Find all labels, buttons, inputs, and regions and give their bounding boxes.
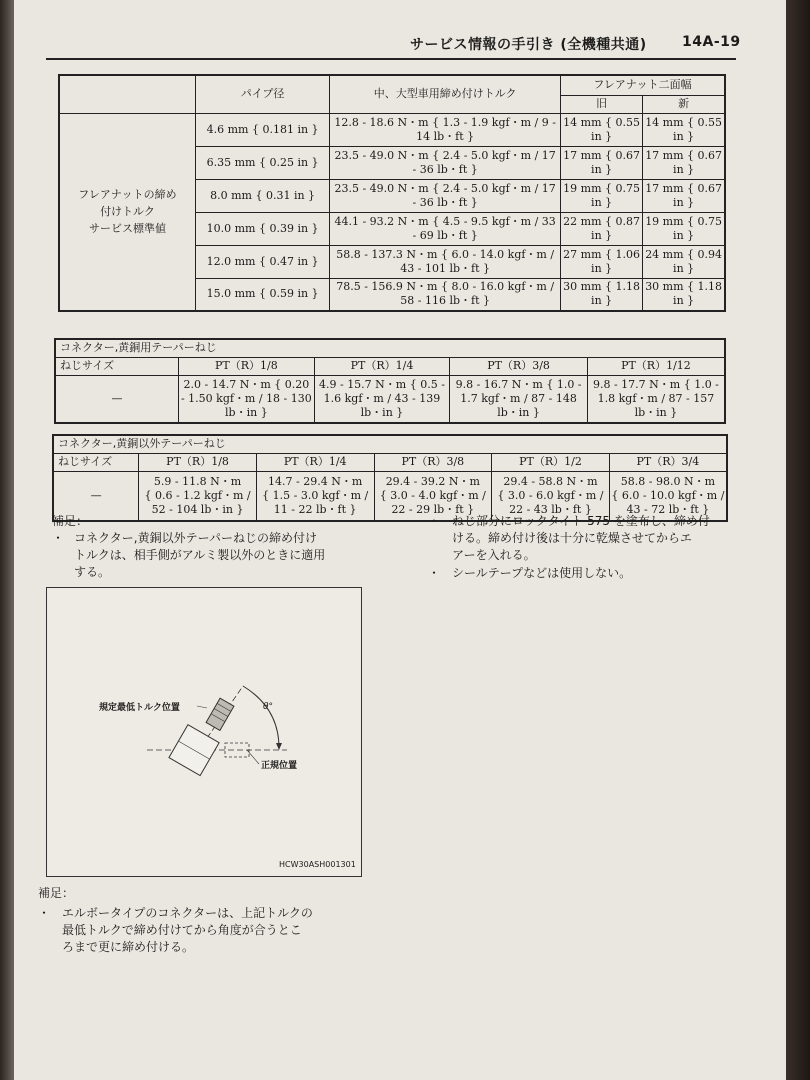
thread-size-label: ねじサイズ (53, 453, 139, 471)
table-caption: コネクター,黄銅以外テーパーねじ (53, 435, 727, 453)
bullet: ・ (38, 906, 51, 920)
cell-line: 22 - 43 lb・ft } (509, 502, 592, 516)
cell-line: lb・in } (634, 405, 678, 419)
figure-code: HCW30ASH001301 (279, 860, 356, 869)
note-line: シールテープなどは使用しない。 (452, 566, 632, 580)
pipe-cell: 6.35 mm { 0.25 in } (195, 146, 329, 179)
cell-line: 23.5 - 49.0 N・m { 2.4 - 5.0 kgf・m / 17 (334, 148, 556, 162)
row-label-line: フレアナットの締め (78, 188, 177, 202)
left-page-edge (0, 0, 14, 1080)
note-line: アーを入れる。 (452, 548, 536, 562)
col-torque: 中、大型車用締め付けトルク (330, 75, 561, 113)
torque-cell (330, 113, 561, 146)
cell-line: - 36 lb・ft } (412, 195, 478, 209)
note-line: エルボータイプのコネクターは、上記トルクの (62, 906, 313, 920)
col-flare-width: フレアナット二面幅 (560, 75, 725, 95)
cell-line: 2.0 - 14.7 N・m { 0.20 (183, 377, 310, 391)
cell-line: 19 mm { 0.75 (563, 181, 641, 195)
dash-cell: — (55, 375, 179, 423)
bullet: ・ (428, 514, 441, 528)
torque-cell (330, 212, 561, 245)
cell-line: in } (673, 228, 695, 242)
label-normal-position: 正規位置 (261, 761, 298, 771)
brass-taper-thread-table (54, 338, 726, 424)
note-line: コネクター,黄銅以外テーパーねじの締め付け (74, 531, 317, 545)
col-new: 新 (643, 95, 725, 113)
cell-line: 9.8 - 16.7 N・m { 1.0 - (455, 377, 582, 391)
value-cell (256, 471, 374, 521)
col-header: PT（R）3/8 (450, 357, 588, 375)
cell-line: 58 - 116 lb・ft } (400, 294, 491, 308)
col-header: PT（R）3/8 (374, 453, 492, 471)
row-label-line: 付けトルク (100, 205, 155, 219)
cell-line: in } (591, 261, 613, 275)
cell-line: 1.6 kgf・m / 43 - 139 (323, 391, 441, 405)
col-old: 旧 (560, 95, 642, 113)
cell-line: 1.7 kgf・m / 87 - 148 (460, 391, 577, 405)
cell-line: 24 mm { 0.94 (645, 247, 723, 261)
page-number: 14A-19 (682, 34, 741, 50)
cell-line: lb・in } (225, 405, 268, 419)
pipe-cell: 12.0 mm { 0.47 in } (195, 245, 329, 278)
cell-line: in } (591, 228, 613, 242)
new-width-cell (643, 212, 725, 245)
cell-line: in } (591, 129, 613, 143)
binding-edge (786, 0, 810, 1080)
col-header: PT（R）1/8 (179, 357, 315, 375)
cell-line: 1.8 kgf・m / 87 - 157 (597, 391, 715, 405)
cell-line: 12.8 - 18.6 N・m { 1.3 - 1.9 kgf・m / 9 - (334, 115, 556, 129)
col-header: PT（R）1/4 (314, 357, 450, 375)
cell-line: 30 mm { 1.18 (563, 280, 641, 294)
note-line: する。 (74, 565, 111, 579)
cell-line: { 6.0 - 10.0 kgf・m / (611, 488, 725, 502)
note-line: ける。締め付け後は十分に乾燥させてからエ (452, 531, 693, 545)
new-width-cell (643, 245, 725, 278)
cell-line: { 3.0 - 4.0 kgf・m / (379, 488, 486, 502)
cell-line: in } (673, 294, 695, 308)
note-line: トルクは、相手側がアルミ製以外のときに適用 (74, 548, 326, 562)
cell-line: - 36 lb・ft } (412, 162, 478, 176)
header-title: サービス情報の手引き (全機種共通) (410, 37, 647, 53)
cell-line: in } (591, 294, 613, 308)
cell-line: 43 - 101 lb・ft } (400, 261, 491, 275)
angle-arc (243, 686, 279, 748)
old-width-cell (560, 179, 642, 212)
cell-line: 17 mm { 0.67 (563, 148, 641, 162)
pipe-cell: 15.0 mm { 0.59 in } (195, 278, 329, 311)
value-cell (450, 375, 588, 423)
cell-line: 14 lb・ft } (416, 129, 475, 143)
label-min-torque-position: 規定最低トルク位置 (99, 703, 180, 713)
cell-line: in } (673, 195, 695, 209)
elbow-connector-drawing (47, 588, 361, 876)
arrow-head (276, 743, 282, 750)
cell-line: in } (673, 261, 695, 275)
cell-line: { 0.6 - 1.2 kgf・m / (144, 488, 251, 502)
flare-nut-torque-table (58, 74, 726, 312)
cell-line: 17 mm { 0.67 (645, 148, 723, 162)
note-line: 最低トルクで締め付けてから角度が合うとこ (62, 923, 302, 937)
torque-cell (330, 245, 561, 278)
cell-line: in } (673, 162, 695, 176)
connector-body (169, 725, 219, 776)
cell-line: 44.1 - 93.2 N・m { 4.5 - 9.5 kgf・m / 33 (334, 214, 556, 228)
non-brass-taper-thread-table (52, 434, 728, 522)
new-width-cell (643, 113, 725, 146)
cell-line: 5.9 - 11.8 N・m (153, 474, 242, 488)
note-line: ねじ部分にロックタイト 575 を塗布し、締め付 (452, 514, 710, 528)
cell-line: 14 mm { 0.55 (563, 115, 641, 129)
cell-line: { 1.5 - 3.0 kgf・m / (262, 488, 369, 502)
cell-line: 29.4 - 39.2 N・m (385, 474, 480, 488)
cell-line: 30 mm { 1.18 (645, 280, 723, 294)
leader-line (197, 706, 207, 708)
cell-line: in } (673, 129, 695, 143)
cell-line: { 3.0 - 6.0 kgf・m / (497, 488, 604, 502)
note-heading: 補足： (52, 514, 89, 528)
elbow-connector-figure (46, 587, 362, 877)
bullet: ・ (52, 531, 65, 545)
new-width-cell (643, 146, 725, 179)
torque-cell (330, 278, 561, 311)
col-header: PT（R）1/8 (139, 453, 257, 471)
note-right-2 (428, 565, 758, 582)
table-corner (59, 75, 195, 113)
cell-line: 9.8 - 17.7 N・m { 1.0 - (592, 377, 719, 391)
pipe-cell: 10.0 mm { 0.39 in } (195, 212, 329, 245)
cell-line: - 69 lb・ft } (412, 228, 478, 242)
cell-line: 58.8 - 137.3 N・m { 6.0 - 14.0 kgf・m / (336, 247, 555, 261)
col-pipe-diameter: パイプ径 (195, 75, 329, 113)
new-width-cell (643, 278, 725, 311)
elbow-nipple (206, 698, 234, 730)
label-angle: θ° (263, 702, 274, 712)
col-header: PT（R）1/2 (492, 453, 610, 471)
value-cell (139, 471, 257, 521)
dash-cell: — (53, 471, 139, 521)
col-header: PT（R）1/12 (587, 357, 725, 375)
cell-line: 27 mm { 1.06 (563, 247, 641, 261)
cell-line: 23.5 - 49.0 N・m { 2.4 - 5.0 kgf・m / 17 (334, 181, 556, 195)
cell-line: - 1.50 kgf・m / 18 - 130 (180, 391, 312, 405)
cell-line: 58.8 - 98.0 N・m (620, 474, 716, 488)
cell-line: in } (591, 195, 613, 209)
cell-line: 11 - 22 lb・ft } (273, 502, 357, 516)
row-label (59, 113, 195, 311)
cell-line: lb・in } (360, 405, 404, 419)
value-cell (587, 375, 725, 423)
note-line: ろまで更に締め付ける。 (62, 940, 195, 954)
old-width-cell (560, 245, 642, 278)
cell-line: 4.9 - 15.7 N・m { 0.5 - (318, 377, 445, 391)
cell-line: 19 mm { 0.75 (645, 214, 723, 228)
cell-line: in } (591, 162, 613, 176)
col-header: PT（R）3/4 (609, 453, 727, 471)
cell-line: 14 mm { 0.55 (645, 115, 723, 129)
cell-line: 43 - 72 lb・ft } (626, 502, 710, 516)
table-caption: コネクター,黄銅用テーパーねじ (55, 339, 725, 357)
cell-line: 22 - 29 lb・ft } (391, 502, 475, 516)
note-left (52, 530, 382, 581)
pipe-cell: 4.6 mm { 0.181 in } (195, 113, 329, 146)
page-header (410, 34, 740, 54)
cell-line: 22 mm { 0.87 (563, 214, 641, 228)
old-width-cell (560, 113, 642, 146)
new-width-cell (643, 179, 725, 212)
old-width-cell (560, 212, 642, 245)
cell-line: 14.7 - 29.4 N・m (268, 474, 363, 488)
pipe-cell: 8.0 mm { 0.31 in } (195, 179, 329, 212)
thread-size-label: ねじサイズ (55, 357, 179, 375)
col-header: PT（R）1/4 (256, 453, 374, 471)
note-heading: 補足： (38, 886, 75, 900)
old-width-cell (560, 278, 642, 311)
row-label-line: サービス標準値 (88, 222, 166, 236)
header-rule (46, 58, 736, 60)
note-right-1 (428, 513, 758, 564)
bullet: ・ (428, 566, 441, 580)
cell-line: 78.5 - 156.9 N・m { 8.0 - 16.0 kgf・m / (336, 280, 555, 294)
torque-cell (330, 146, 561, 179)
value-cell (179, 375, 315, 423)
cell-line: 17 mm { 0.67 (645, 181, 723, 195)
value-cell (314, 375, 450, 423)
cell-line: 29.4 - 58.8 N・m (503, 474, 598, 488)
note-bottom (38, 905, 378, 956)
cell-line: 52 - 104 lb・in } (151, 502, 244, 516)
cell-line: lb・in } (497, 405, 540, 419)
torque-cell (330, 179, 561, 212)
old-width-cell (560, 146, 642, 179)
